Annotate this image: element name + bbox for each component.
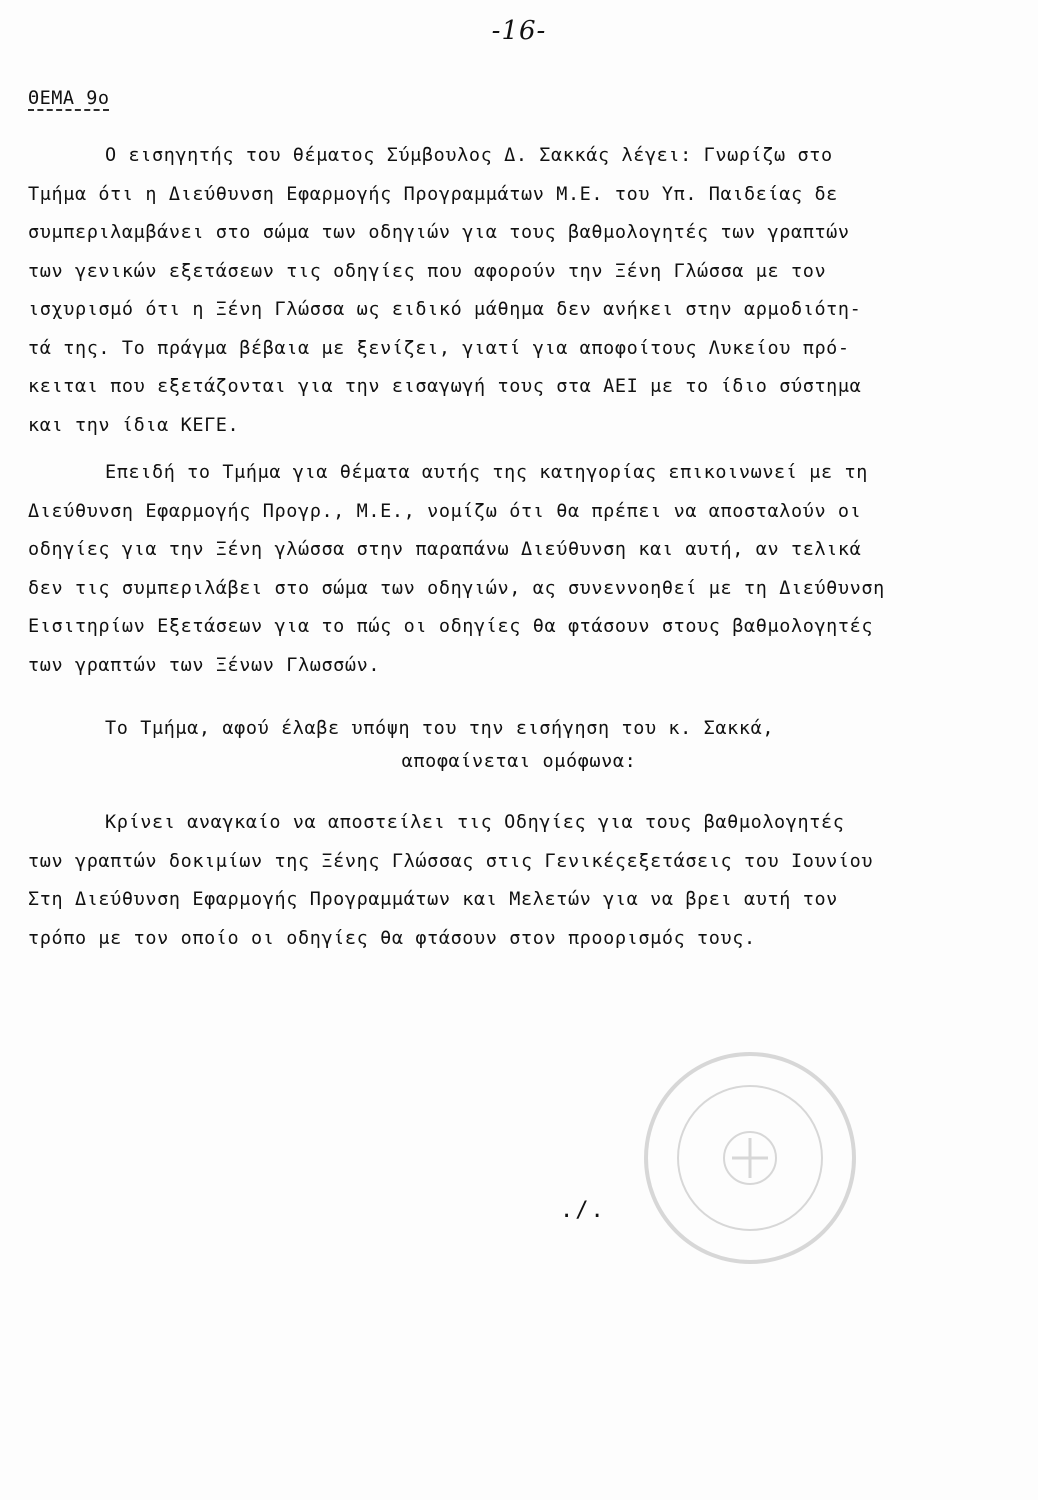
text-line: των γενικών εξετάσεων τις οδηγίες που αφορούν την Ξένη Γλώσσα με τον — [28, 260, 827, 282]
seal-outer-ring — [646, 1054, 854, 1262]
text-line: τά της. Το πράγμα βέβαια με ξενίζει, γιατί για αποφοίτους Λυκείου πρό- — [28, 337, 850, 359]
text-line: Ο εισηγητής του θέματος Σύμβουλος Δ. Σακκάς λέγει: Γνωρίζω στο — [105, 145, 833, 166]
text-line: δεν τις συμπεριλάβει στο σώμα των οδηγιών, ας συνεννοηθεί με τη Διεύθυνση — [28, 577, 885, 599]
text-line: Κρίνει αναγκαίο να αποστείλει τις Οδηγίες για τους βαθμολογητές — [105, 812, 845, 833]
section-heading: ΘΕΜΑ 9ο — [28, 88, 110, 109]
text-line: οδηγίες για την Ξένη γλώσσα στην παραπάνω Διεύθυνση και αυτή, αν τελικά — [28, 539, 862, 560]
text-line: ισχυρισμό ότι η Ξένη Γλώσσα ως ειδικό μάθημα δεν ανήκει στην αρμοδιότη- — [28, 299, 862, 320]
seal-emblem-cross — [732, 1138, 768, 1178]
seal-center-emblem — [724, 1132, 776, 1184]
text-line: των γραπτών δοκιμίων της Ξένης Γλώσσας στις Γενικέςεξετάσεις του Ιουνίου — [28, 850, 874, 872]
text-line: τρόπο με τον οποίο οι οδηγίες θα φτάσουν στον προορισμός τους. — [28, 927, 756, 949]
paragraph-4 — [28, 804, 1028, 958]
text-line: αποφαίνεται ομόφωνα: — [401, 751, 637, 772]
text-line: Διεύθυνση Εφαρμογής Προγρ., Μ.Ε., νομίζω ότι θα πρέπει να αποσταλούν οι — [28, 500, 862, 522]
official-seal-stamp — [640, 1048, 860, 1268]
text-line: των γραπτών των Ξένων Γλωσσών. — [28, 654, 381, 676]
seal-inner-ring — [678, 1086, 822, 1230]
text-line: και την ίδια ΚΕΓΕ. — [28, 414, 240, 436]
continuation-mark: ./. — [560, 1198, 606, 1223]
text-line: Εισιτηρίων Εξετάσεων για το πώς οι οδηγίες θα φτάσουν στους βαθμολογητές — [28, 616, 874, 637]
text-line: Το Τμήμα, αφού έλαβε υπόψη του την εισήγηση του κ. Σακκά, — [105, 718, 775, 739]
paragraph-1 — [28, 137, 1028, 445]
page-number: -16- — [491, 16, 547, 46]
text-line: Επειδή το Τμήμα για θέματα αυτής της κατηγορίας επικοινωνεί με τη — [105, 462, 868, 483]
paragraph-2 — [28, 454, 1028, 685]
decision-line — [0, 743, 1038, 782]
text-line: συμπεριλαμβάνει στο σώμα των οδηγιών για τους βαθμολογητές των γραπτών — [28, 222, 850, 243]
text-line: κειται που εξετάζονται για την εισαγωγή τους στα ΑΕΙ με το ίδιο σύστημα — [28, 376, 862, 397]
text-line: Τμήμα ότι η Διεύθυνση Εφαρμογής Προγραμμάτων Μ.Ε. του Υπ. Παιδείας δε — [28, 183, 838, 205]
text-line: Στη Διεύθυνση Εφαρμογής Προγραμμάτων και Μελετών για να βρει αυτή τον — [28, 889, 838, 910]
